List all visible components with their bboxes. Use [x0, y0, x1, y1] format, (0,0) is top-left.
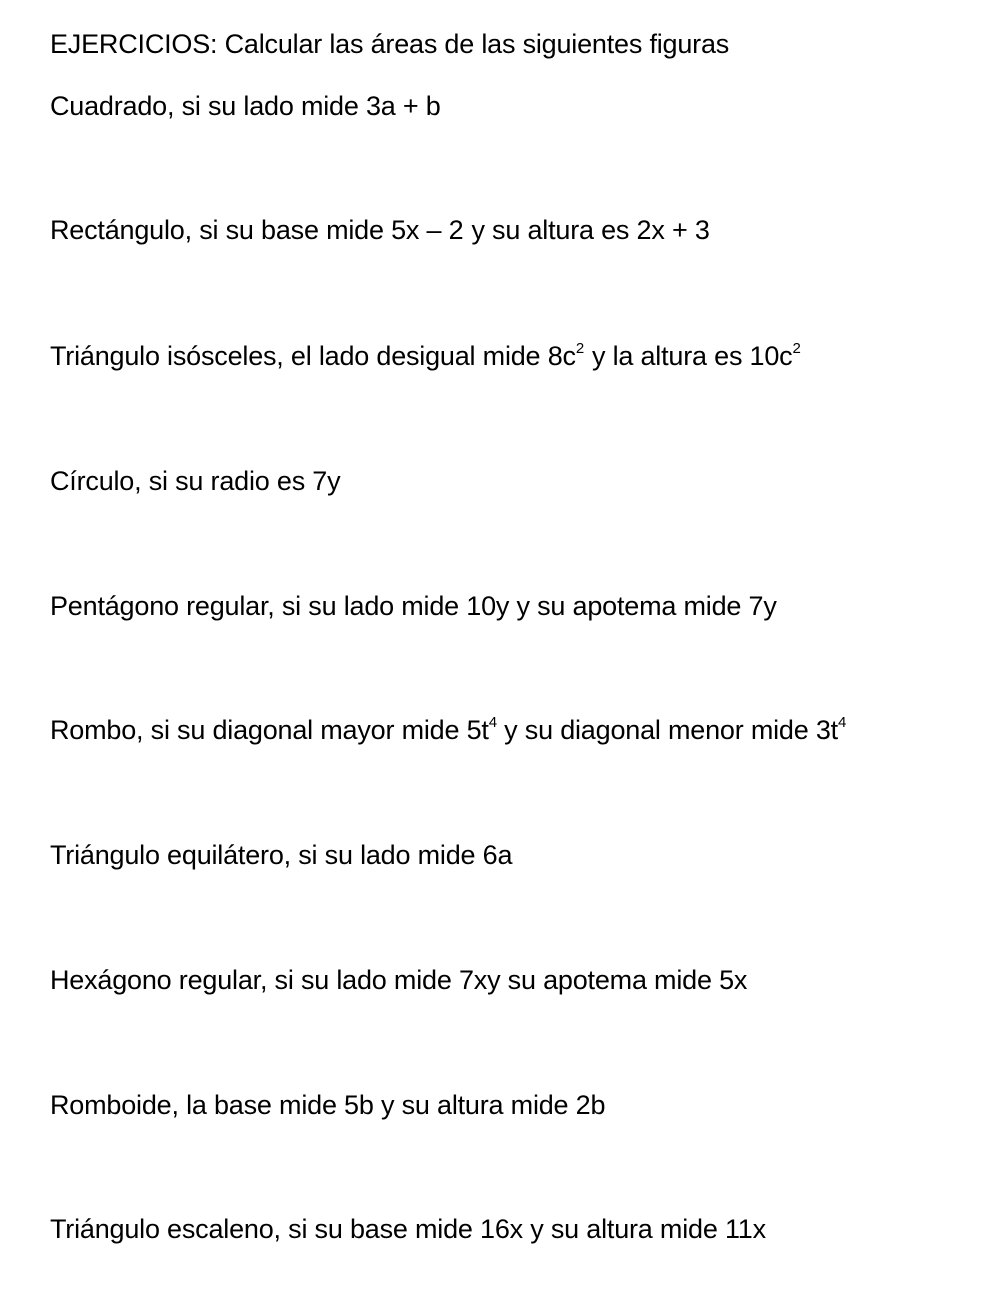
exercise-text-mid: y su altura es — [471, 215, 637, 245]
exercise-text-mid: y su apotema mide 5x — [487, 965, 748, 995]
exercise-text: Hexágono regular, si su lado mide 7x — [50, 965, 488, 995]
exercise-expression: 5t — [466, 715, 489, 745]
exercise-text: Cuadrado, si su lado mide — [50, 91, 366, 121]
page-title: EJERCICIOS: Calcular las áreas de las siguientes figuras — [50, 29, 730, 59]
exercise-expression: 3a + b — [365, 91, 441, 121]
exponent: 2 — [792, 340, 801, 357]
exponent: 4 — [488, 714, 497, 731]
exercise-scalene-triangle: Triángulo escaleno, si su base mide 16x y su altura mide 11x — [50, 1214, 766, 1244]
exercise-circle: Círculo, si su radio es 7y — [50, 466, 341, 496]
exercise-pentagon: Pentágono regular, si su lado mide 10y y su apotema mide 7y — [50, 591, 777, 621]
exponent: 4 — [837, 714, 847, 731]
exercise-rhombus — [50, 714, 846, 746]
exponent: 2 — [575, 340, 584, 357]
exercise-expression: 2x + 3 — [636, 215, 710, 245]
exercise-isosceles-triangle — [50, 340, 801, 372]
exercise-expression: 10c — [749, 341, 793, 371]
exercise-expression: 8c — [547, 341, 576, 371]
exercise-text: Rombo, si su diagonal mayor mide — [50, 715, 467, 745]
exercise-rectangle — [50, 214, 710, 246]
exercise-expression: 5x – 2 — [391, 215, 464, 245]
exercise-text-mid: y la altura es — [591, 341, 750, 371]
exercise-text: Triángulo isósceles, el lado desigual mide — [50, 341, 548, 371]
exercise-rhomboid: Romboide, la base mide 5b y su altura mide 2b — [50, 1090, 606, 1120]
exercise-equilateral-triangle: Triángulo equilátero, si su lado mide 6a — [50, 840, 513, 870]
exercise-hexagon — [50, 964, 747, 996]
exercise-text: Rectángulo, si su base mide — [50, 215, 392, 245]
exercise-square — [50, 90, 441, 122]
exercise-expression: 3t — [815, 715, 838, 745]
exercise-text-mid: y su diagonal menor mide — [496, 715, 816, 745]
